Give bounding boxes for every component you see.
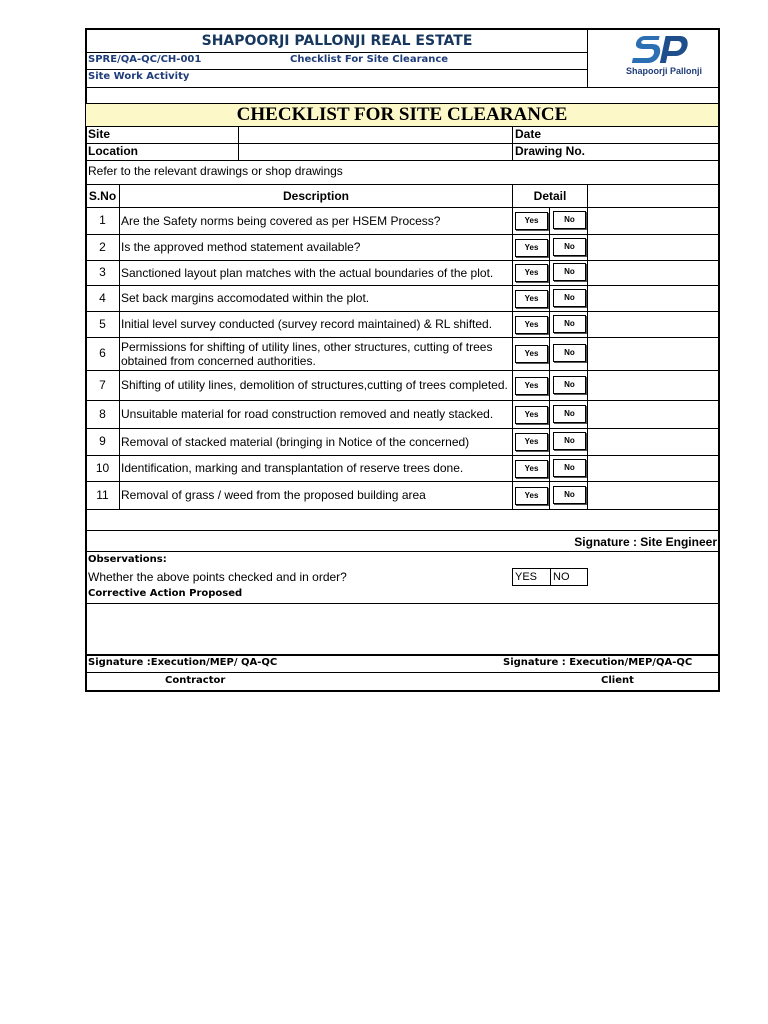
no-checkbox[interactable]: No (553, 289, 586, 307)
signature-site-engineer: Signature : Site Engineer (574, 535, 717, 549)
footer-rule-mid (86, 672, 718, 673)
doc-name: Checklist For Site Clearance (290, 54, 449, 65)
row-number: 7 (99, 378, 106, 392)
observations-yes-no-box (512, 568, 588, 586)
col-description-header: Description (282, 189, 349, 203)
row-description-text: Identification, marking and transplantation of reserve trees done. (121, 461, 464, 475)
row-description-text: Sanctioned layout plan matches with the actual boundaries of the plot. (121, 265, 494, 280)
row-description (121, 455, 511, 481)
no-checkbox[interactable]: No (553, 238, 586, 256)
yes-no-divider (550, 569, 551, 585)
row-description-text: Initial level survey conducted (survey record maintained) & RL shifted. (121, 317, 493, 331)
date-label: Date (515, 127, 542, 141)
drawing-no-label: Drawing No. (515, 144, 586, 158)
drawing-no-value-field[interactable] (588, 144, 717, 159)
yes-checkbox[interactable]: Yes (515, 345, 548, 363)
row-description (121, 207, 511, 234)
contractor-label: Contractor (165, 675, 226, 686)
site-value-field[interactable] (239, 127, 512, 142)
observations-label: Observations: (88, 554, 167, 565)
sig-rule-top (86, 530, 718, 531)
row-number: 11 (96, 488, 109, 502)
row-description (121, 370, 511, 400)
row-number: 1 (99, 213, 106, 227)
row-number: 5 (99, 317, 106, 331)
yes-checkbox[interactable]: Yes (515, 316, 548, 334)
observations-no[interactable]: NO (553, 571, 570, 583)
row-description (121, 260, 511, 285)
row-description-text: Set back margins accomodated within the plot. (121, 291, 370, 305)
doc-code: SPRE/QA-QC/CH-001 (88, 54, 202, 65)
row-number: 6 (99, 346, 106, 360)
header-rule-3 (86, 87, 718, 88)
col-sno-header: S.No (88, 189, 117, 203)
checklist-title: CHECKLIST FOR SITE CLEARANCE (236, 104, 568, 125)
row-number: 9 (99, 434, 106, 448)
row-description-text: Are the Safety norms being covered as per HSEM Process? (121, 213, 441, 228)
observations-yes[interactable]: YES (515, 571, 538, 583)
table-bottom-rule (86, 509, 718, 510)
no-checkbox[interactable]: No (553, 432, 586, 450)
row-description-text: Permissions for shifting of utility lines, other structures, cutting of trees obtained from concerned authorities. (121, 339, 493, 368)
row-number: 3 (99, 265, 106, 279)
table-col-line-4 (587, 184, 588, 509)
row-number: 8 (99, 407, 106, 421)
site-work-activity: Site Work Activity (88, 71, 190, 82)
row-description (121, 337, 511, 370)
logo-text: Shapoorji Pallonji (625, 66, 702, 76)
corrective-action-label: Corrective Action Proposed (88, 588, 243, 599)
yes-checkbox[interactable]: Yes (515, 460, 548, 478)
reference-note: Refer to the relevant drawings or shop drawings (88, 164, 343, 178)
row-description (121, 428, 511, 455)
row-number: 4 (99, 291, 106, 305)
company-name: SHAPOORJI PALLONJI REAL ESTATE (201, 33, 473, 49)
no-checkbox[interactable]: No (553, 344, 586, 362)
location-value-field[interactable] (239, 144, 512, 159)
col-detail-header: Detail (533, 189, 567, 203)
date-value-field[interactable] (588, 127, 717, 142)
no-checkbox[interactable]: No (553, 405, 586, 423)
row-description-text: Is the approved method statement available? (121, 240, 361, 254)
row-description (121, 400, 511, 428)
signature-contractor: Signature :Execution/MEP/ QA-QC (88, 657, 278, 668)
yes-checkbox[interactable]: Yes (515, 487, 548, 505)
location-label: Location (88, 144, 138, 158)
observations-question: Whether the above points checked and in order? (88, 570, 347, 584)
yes-checkbox[interactable]: Yes (515, 239, 548, 257)
client-label: Client (601, 675, 634, 686)
yes-checkbox[interactable]: Yes (515, 264, 548, 282)
row-description (121, 285, 511, 311)
row-description-text: Unsuitable material for road construction removed and neatly stacked. (121, 407, 494, 421)
table-col-line-1 (119, 184, 120, 509)
field-rule-2 (86, 160, 718, 161)
row-number: 10 (95, 461, 110, 475)
signature-client: Signature : Execution/MEP/QA-QC (503, 657, 693, 668)
note-rule (86, 184, 718, 185)
table-col-line-2 (512, 184, 513, 509)
corrective-action-area[interactable] (87, 604, 717, 654)
row-description (121, 234, 511, 260)
site-label: Site (88, 127, 111, 141)
row-description (121, 481, 511, 509)
no-checkbox[interactable]: No (553, 263, 586, 281)
yes-checkbox[interactable]: Yes (515, 433, 548, 451)
no-checkbox[interactable]: No (553, 459, 586, 477)
table-col-line-3 (549, 207, 550, 509)
yes-checkbox[interactable]: Yes (515, 377, 548, 395)
yes-checkbox[interactable]: Yes (515, 406, 548, 424)
row-description-text: Removal of grass / weed from the proposed building area (121, 488, 426, 502)
header-divider (587, 29, 588, 88)
yes-checkbox[interactable]: Yes (515, 290, 548, 308)
company-logo (618, 32, 710, 80)
no-checkbox[interactable]: No (553, 315, 586, 333)
no-checkbox[interactable]: No (553, 486, 586, 504)
field-rule-1 (86, 143, 718, 144)
row-description (121, 311, 511, 337)
no-checkbox[interactable]: No (553, 211, 586, 229)
row-number: 2 (99, 240, 106, 254)
no-checkbox[interactable]: No (553, 376, 586, 394)
row-description-text: Removal of stacked material (bringing in Notice of the concerned) (121, 434, 470, 449)
sig-rule-bottom (86, 551, 718, 552)
yes-checkbox[interactable]: Yes (515, 212, 548, 230)
row-description-text: Shifting of utility lines, demolition of structures,cutting of trees completed. (121, 378, 508, 392)
